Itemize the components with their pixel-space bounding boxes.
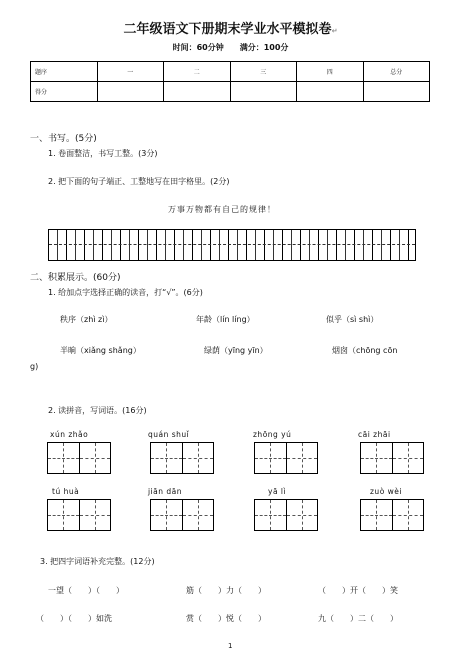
score-table-score-row — [31, 82, 430, 102]
pronunciation-choice[interactable]: 半晌（xiǎng shǎng） — [60, 346, 141, 355]
idiom-fill-blank[interactable]: （ ）开（ ）笑 — [318, 586, 398, 595]
pronunciation-choice[interactable]: 年龄（lín líng） — [196, 315, 255, 324]
pronunciation-choice[interactable]: 似乎（sì shì） — [326, 315, 379, 324]
section2-item2: 2. 读拼音，写词语。(16分) — [48, 406, 147, 415]
score-cell-4: 四 — [297, 62, 364, 82]
score-cell-2: 二 — [164, 62, 231, 82]
idiom-fill-blank[interactable]: 九（ ）二（ ） — [318, 614, 398, 623]
score-cell-label: 题序 — [31, 62, 98, 82]
pronunciation-choice[interactable]: 秩序（zhì zì） — [60, 315, 113, 324]
pronunciation-choice[interactable]: 绿荫（yīng yīn） — [204, 346, 268, 355]
score-cell-3: 三 — [230, 62, 297, 82]
word-answer-box[interactable] — [47, 499, 111, 531]
score-row-label: 得分 — [31, 82, 98, 102]
pinyin-label: xún zhǎo — [50, 430, 89, 439]
pinyin-label: zuò wèi — [370, 487, 402, 496]
pinyin-label: cāi zhāi — [358, 430, 391, 439]
score-cell-1: 一 — [97, 62, 164, 82]
score-entry[interactable] — [297, 82, 364, 102]
score-entry[interactable] — [230, 82, 297, 102]
tianzige-writing-grid[interactable] — [48, 229, 416, 261]
section2-heading: 二、积累展示。(60分) — [30, 273, 121, 283]
pinyin-label: jiān dān — [148, 487, 183, 496]
word-answer-box[interactable] — [360, 442, 424, 474]
idiom-fill-blank[interactable]: 赏（ ）悦（ ） — [186, 614, 266, 623]
page-number: 1 — [228, 642, 233, 650]
word-answer-box[interactable] — [254, 499, 318, 531]
word-answer-box[interactable] — [254, 442, 318, 474]
score-entry[interactable] — [363, 82, 430, 102]
word-answer-box[interactable] — [150, 442, 214, 474]
idiom-fill-blank[interactable]: （ ）（ ）如洗 — [36, 614, 112, 623]
section2-item1: 1. 给加点字选择正确的读音，打“√”。(6分) — [48, 288, 203, 297]
section1-item1: 1. 卷面整洁，书写工整。(3分) — [48, 149, 158, 158]
pinyin-label: tú huà — [52, 487, 80, 496]
model-sentence: 万事万物都有自己的规律！ — [168, 205, 276, 214]
section2-item3: 3. 把四字词语补充完整。(12分) — [40, 557, 155, 566]
score-table — [30, 61, 430, 102]
section1-item2: 2. 把下面的句子端正、工整地写在田字格里。(2分) — [48, 177, 230, 186]
score-entry[interactable] — [164, 82, 231, 102]
exam-info: 时间：60分钟 满分：100分 — [172, 43, 289, 52]
idiom-fill-blank[interactable]: 一望（ ）（ ） — [48, 586, 124, 595]
pronunciation-choice-wrap: g) — [30, 362, 39, 371]
word-answer-box[interactable] — [47, 442, 111, 474]
word-answer-box[interactable] — [360, 499, 424, 531]
score-entry[interactable] — [97, 82, 164, 102]
score-table-header-row — [31, 62, 430, 82]
pronunciation-choice[interactable]: 烟囱（chōng cōn — [332, 346, 398, 355]
pinyin-label: zhōng yú — [253, 430, 292, 439]
page-title: 二年级语文下册期末学业水平模拟卷↵ — [123, 22, 338, 37]
score-cell-total: 总分 — [363, 62, 430, 82]
pinyin-label: yā lì — [268, 487, 287, 496]
pinyin-label: quán shuǐ — [148, 430, 190, 439]
word-answer-box[interactable] — [150, 499, 214, 531]
section1-heading: 一、书写。(5分) — [30, 134, 97, 144]
idiom-fill-blank[interactable]: 筋（ ）力（ ） — [186, 586, 266, 595]
